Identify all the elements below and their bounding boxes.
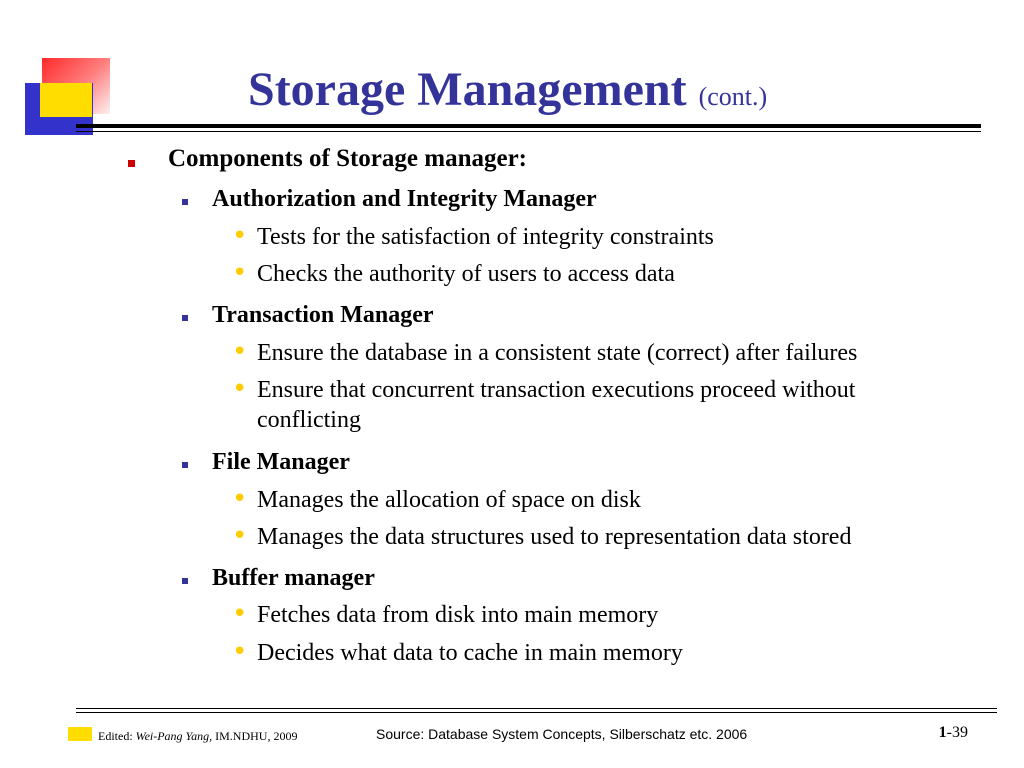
square-bullet-icon [182, 199, 188, 205]
square-bullet-icon [128, 160, 135, 167]
page-chapter: 1 [938, 724, 947, 741]
footer-yellow-square [68, 727, 92, 741]
list-item: Manages the allocation of space on disk [257, 487, 641, 513]
footer-rule-top [76, 708, 997, 709]
list-item: Decides what data to cache in main memory [257, 640, 683, 666]
slide-title-suffix: (cont.) [698, 82, 768, 111]
title-underline-thick [76, 124, 981, 128]
page-index: -39 [946, 724, 968, 741]
slide-title-main: Storage Management [248, 63, 687, 116]
title-underline-thin [76, 131, 981, 132]
list-item: Tests for the satisfaction of integrity constraints [257, 224, 714, 250]
dot-bullet-icon: • [232, 221, 248, 251]
section-label: Transaction Manager [212, 302, 434, 328]
list-item: Ensure the database in a consistent state (correct) after failures [257, 340, 858, 366]
square-bullet-icon [182, 315, 188, 321]
dot-bullet-icon: • [232, 337, 248, 367]
footer-credit [98, 729, 297, 744]
slide-logo [0, 0, 120, 140]
dot-bullet-icon: • [232, 258, 248, 288]
dot-bullet-icon: • [232, 484, 248, 514]
list-item: Ensure that concurrent transaction executions proceed without [257, 377, 856, 403]
bullet-heading: Components of Storage manager: [168, 145, 527, 172]
footer-org: IM.NDHU, 2009 [215, 729, 298, 743]
section-label: File Manager [212, 449, 350, 475]
dot-bullet-icon: • [232, 521, 248, 551]
dot-bullet-icon: • [232, 637, 248, 667]
dot-bullet-icon: • [232, 599, 248, 629]
logo-yellow-square [40, 83, 92, 117]
page-number [939, 724, 968, 742]
dot-bullet-icon: • [232, 374, 248, 404]
footer-author: Wei-Pang Yang, [135, 729, 213, 743]
list-item: Manages the data structures used to representation data stored [257, 524, 852, 550]
list-item: Fetches data from disk into main memory [257, 602, 659, 628]
section-label: Authorization and Integrity Manager [212, 186, 597, 212]
footer-rule-bottom [76, 712, 997, 713]
square-bullet-icon [182, 462, 188, 468]
list-item: Checks the authority of users to access data [257, 261, 675, 287]
square-bullet-icon [182, 578, 188, 584]
section-label: Buffer manager [212, 565, 375, 591]
slide-title [248, 63, 768, 116]
list-item-continuation: conflicting [257, 407, 361, 433]
footer-source: Source: Database System Concepts, Silberschatz etc. 2006 [376, 726, 748, 742]
footer-edited-prefix: Edited: [98, 729, 133, 743]
